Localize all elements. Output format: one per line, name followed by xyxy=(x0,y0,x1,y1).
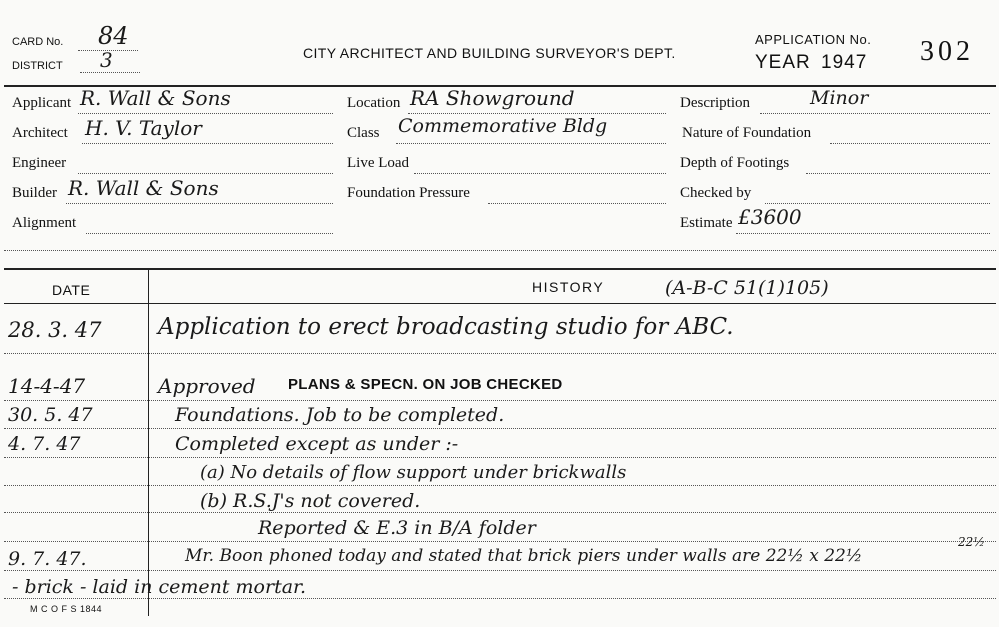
estimate-label: Estimate xyxy=(680,215,733,231)
builder-label: Builder xyxy=(12,185,57,201)
history-row-text: Application to erect broadcasting studio for ABC. xyxy=(158,314,734,340)
history-row-text: (a) No details of flow support under brickwalls xyxy=(200,462,627,483)
history-row-text: Approved xyxy=(158,374,256,398)
history-row-date: 30. 5. 47 xyxy=(8,404,93,426)
live-load-label: Live Load xyxy=(347,155,410,171)
class-label: Class xyxy=(347,125,380,141)
nature-of-foundation-label: Nature of Foundation xyxy=(682,125,812,141)
engineer-label: Engineer xyxy=(12,155,67,171)
applicant-label: Applicant xyxy=(12,95,72,111)
history-row-text: Completed except as under :- xyxy=(175,433,459,455)
department-title: CITY ARCHITECT AND BUILDING SURVEYOR'S DEPT. xyxy=(303,45,676,61)
application-label: APPLICATION No. xyxy=(755,32,872,47)
architect-value: H. V. Taylor xyxy=(85,116,202,140)
depth-of-footings-label: Depth of Footings xyxy=(680,155,790,171)
district-label: DISTRICT xyxy=(12,60,63,72)
architect-label: Architect xyxy=(12,125,68,141)
location-label: Location xyxy=(347,95,401,111)
checked-by-label: Checked by xyxy=(680,185,752,201)
applicant-value: R. Wall & Sons xyxy=(80,86,231,110)
history-row-text: (b) R.S.J's not covered. xyxy=(200,490,421,512)
history-reference: (A-B-C 51(1)105) xyxy=(665,277,829,299)
history-row-date: 28. 3. 47 xyxy=(8,318,102,342)
year-value: 1947 xyxy=(821,52,868,73)
location-value: RA Showground xyxy=(410,86,575,110)
foundation-pressure-label: Foundation Pressure xyxy=(347,185,470,201)
description-value: Minor xyxy=(810,87,869,109)
year-label: YEAR xyxy=(755,52,811,73)
checked-stamp: PLANS & SPECN. ON JOB CHECKED xyxy=(288,376,563,393)
history-row-date: 14-4-47 xyxy=(8,374,86,398)
date-column-header: DATE xyxy=(52,282,91,298)
history-row-text: Foundations. Job to be completed. xyxy=(175,404,505,426)
history-row-text: Reported & E.3 in B/A folder xyxy=(258,517,536,539)
card-no-value: 84 xyxy=(98,22,129,50)
builder-value: R. Wall & Sons xyxy=(68,176,219,200)
application-number: 302 xyxy=(920,36,974,67)
history-column-header: HISTORY xyxy=(532,279,605,295)
description-label: Description xyxy=(680,95,750,111)
district-value: 3 xyxy=(100,48,113,72)
estimate-value: £3600 xyxy=(738,205,802,229)
class-value: Commemorative Bldg xyxy=(398,115,608,137)
history-row-superscript: 22½ xyxy=(958,535,985,549)
card-no-label: CARD No. xyxy=(12,36,64,48)
history-row-date: 4. 7. 47 xyxy=(8,433,81,455)
history-row-date: 9. 7. 47. xyxy=(8,548,87,570)
history-row-text: Mr. Boon phoned today and stated that brick piers under walls are 22½ x 22½ xyxy=(185,546,863,566)
form-code: M C O F S 1844 xyxy=(30,604,103,614)
alignment-label: Alignment xyxy=(12,215,77,231)
history-row-text: - brick - laid in cement mortar. xyxy=(12,576,307,598)
